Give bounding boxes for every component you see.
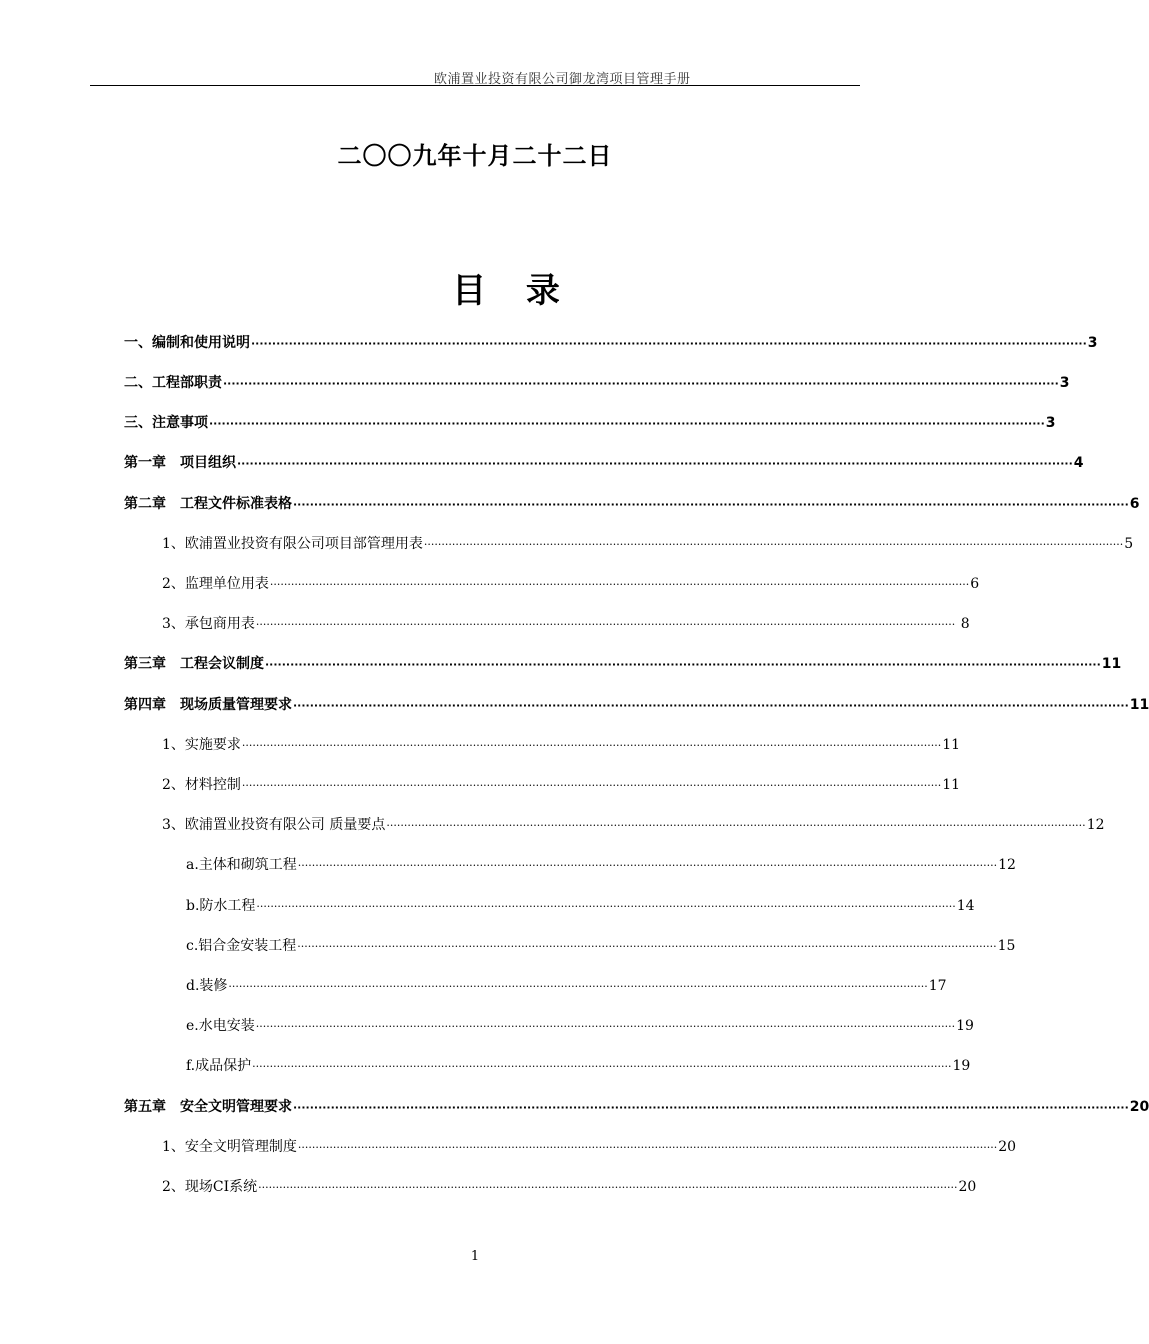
toc-entry[interactable] bbox=[162, 815, 1105, 835]
toc-entry-page: 3 bbox=[1045, 415, 1056, 431]
toc-entry-label: f.成品保护 bbox=[186, 1058, 252, 1074]
toc-dot-leader: ········································································································································································································ bbox=[256, 900, 956, 913]
toc-entry-page: 15 bbox=[997, 938, 1016, 954]
toc-entry-label: 第五章 安全文明管理要求 bbox=[124, 1099, 292, 1115]
toc-entry-label: c.铝合金安装工程 bbox=[186, 938, 297, 954]
toc-dot-leader: ········································································································································································································ bbox=[252, 1060, 952, 1073]
toc-entry[interactable] bbox=[162, 614, 970, 634]
toc-dot-leader: ········································································································································································································ bbox=[265, 658, 1101, 671]
document-date: 二〇〇九年十月二十二日 bbox=[337, 142, 613, 170]
toc-entry-label: 3、欧浦置业投资有限公司 质量要点 bbox=[162, 817, 386, 833]
toc-entry-label: 1、欧浦置业投资有限公司项目部管理用表 bbox=[162, 536, 423, 552]
toc-entry[interactable] bbox=[124, 453, 1084, 473]
toc-dot-leader: ········································································································································································································ bbox=[386, 819, 1086, 832]
toc-dot-leader: ········································································································································································································ bbox=[293, 498, 1129, 511]
toc-entry-page: 12 bbox=[1086, 817, 1105, 833]
toc-entry-label: a.主体和砌筑工程 bbox=[186, 857, 297, 873]
toc-entry[interactable] bbox=[186, 976, 947, 996]
toc-entry[interactable] bbox=[124, 413, 1056, 433]
toc-entry[interactable] bbox=[186, 936, 1016, 956]
toc-entry[interactable] bbox=[186, 896, 975, 916]
toc-dot-leader: ········································································································································································································ bbox=[223, 377, 1059, 390]
toc-dot-leader: ········································································································································································································ bbox=[228, 980, 928, 993]
toc-entry[interactable] bbox=[186, 1056, 971, 1076]
toc-entry-label: 3、承包商用表 bbox=[162, 616, 255, 632]
toc-entry-label: 一、编制和使用说明 bbox=[124, 335, 250, 351]
toc-entry-label: 第二章 工程文件标准表格 bbox=[124, 496, 292, 512]
toc-entry-page: 4 bbox=[1073, 455, 1084, 471]
toc-entry[interactable] bbox=[162, 735, 961, 755]
toc-dot-leader: ········································································································································································································ bbox=[237, 457, 1073, 470]
toc-entry[interactable] bbox=[124, 373, 1070, 393]
toc-entry-page: 14 bbox=[956, 898, 975, 914]
toc-entry-page: 20 bbox=[998, 1139, 1017, 1155]
toc-entry-label: 第四章 现场质量管理要求 bbox=[124, 697, 292, 713]
toc-entry-label: 第一章 项目组织 bbox=[124, 455, 236, 471]
toc-entry-label: 二、工程部职责 bbox=[124, 375, 222, 391]
toc-entry-page: 11 bbox=[1101, 656, 1122, 672]
toc-entry-page: 19 bbox=[952, 1058, 971, 1074]
toc-entry-label: 2、现场CI系统 bbox=[162, 1179, 258, 1195]
toc-entry[interactable] bbox=[162, 574, 980, 594]
toc-entry-label: 2、材料控制 bbox=[162, 777, 241, 793]
toc-dot-leader: ········································································································································································································ bbox=[269, 578, 970, 591]
toc-title: 目 录 bbox=[452, 271, 574, 311]
toc-dot-leader: ········································································································································································································ bbox=[255, 1020, 956, 1033]
toc-entry[interactable] bbox=[124, 494, 1140, 514]
toc-dot-leader: ········································································································································································································ bbox=[258, 1181, 958, 1194]
toc-entry-label: b.防水工程 bbox=[186, 898, 256, 914]
toc-dot-leader: ········································································································································································································ bbox=[209, 417, 1045, 430]
toc-entry-page: 8 bbox=[956, 616, 970, 632]
toc-entry-page: 6 bbox=[1129, 496, 1140, 512]
toc-entry-label: 2、监理单位用表 bbox=[162, 576, 269, 592]
toc-entry-page: 20 bbox=[1129, 1099, 1149, 1115]
toc-entry-label: 第三章 工程会议制度 bbox=[124, 656, 264, 672]
toc-entry-page: 20 bbox=[958, 1179, 977, 1195]
toc-entry-page: 3 bbox=[1059, 375, 1070, 391]
toc-entry[interactable] bbox=[124, 654, 1122, 674]
toc-entry-label: e.水电安装 bbox=[186, 1018, 255, 1034]
toc-entry-page: 19 bbox=[956, 1018, 974, 1034]
toc-dot-leader: ········································································································································································································ bbox=[241, 779, 942, 792]
toc-entry[interactable] bbox=[162, 1177, 977, 1197]
toc-entry-label: 三、注意事项 bbox=[124, 415, 208, 431]
page-number: 1 bbox=[470, 1249, 480, 1264]
toc-dot-leader: ········································································································································································································ bbox=[241, 739, 942, 752]
toc-entry-page: 12 bbox=[998, 857, 1016, 873]
toc-dot-leader: ········································································································································································································ bbox=[297, 859, 998, 872]
header-rule bbox=[90, 85, 860, 86]
toc-entry[interactable] bbox=[162, 534, 1134, 554]
toc-dot-leader: ········································································································································································································ bbox=[297, 940, 997, 953]
toc-entry-page: 6 bbox=[970, 576, 980, 592]
toc-dot-leader: ········································································································································································································ bbox=[297, 1141, 998, 1154]
toc-entry[interactable] bbox=[124, 1097, 1149, 1117]
toc-entry[interactable] bbox=[162, 775, 961, 795]
toc-dot-leader: ········································································································································································································ bbox=[293, 1101, 1129, 1114]
toc-dot-leader: ········································································································································································································ bbox=[423, 538, 1124, 551]
toc-entry[interactable] bbox=[124, 695, 1149, 715]
toc-entry-label: d.装修 bbox=[186, 978, 228, 994]
toc-entry-page: 11 bbox=[942, 737, 961, 753]
toc-entry-page: 11 bbox=[942, 777, 961, 793]
toc-entry[interactable] bbox=[186, 855, 1016, 875]
toc-entry-page: 3 bbox=[1087, 335, 1098, 351]
toc-dot-leader: ········································································································································································································ bbox=[255, 618, 956, 631]
toc-entry[interactable] bbox=[186, 1016, 974, 1036]
toc-entry[interactable] bbox=[124, 333, 1098, 353]
toc-entry-label: 1、安全文明管理制度 bbox=[162, 1139, 297, 1155]
toc-entry-label: 1、实施要求 bbox=[162, 737, 241, 753]
toc-dot-leader: ········································································································································································································ bbox=[251, 337, 1087, 350]
toc-entry-page: 17 bbox=[928, 978, 947, 994]
toc-dot-leader: ········································································································································································································ bbox=[293, 699, 1129, 712]
toc-entry-page: 11 bbox=[1129, 697, 1149, 713]
toc-entry[interactable] bbox=[162, 1137, 1017, 1157]
toc-entry-page: 5 bbox=[1124, 536, 1134, 552]
running-header: 欧浦置业投资有限公司御龙湾项目管理手册 bbox=[434, 72, 691, 87]
